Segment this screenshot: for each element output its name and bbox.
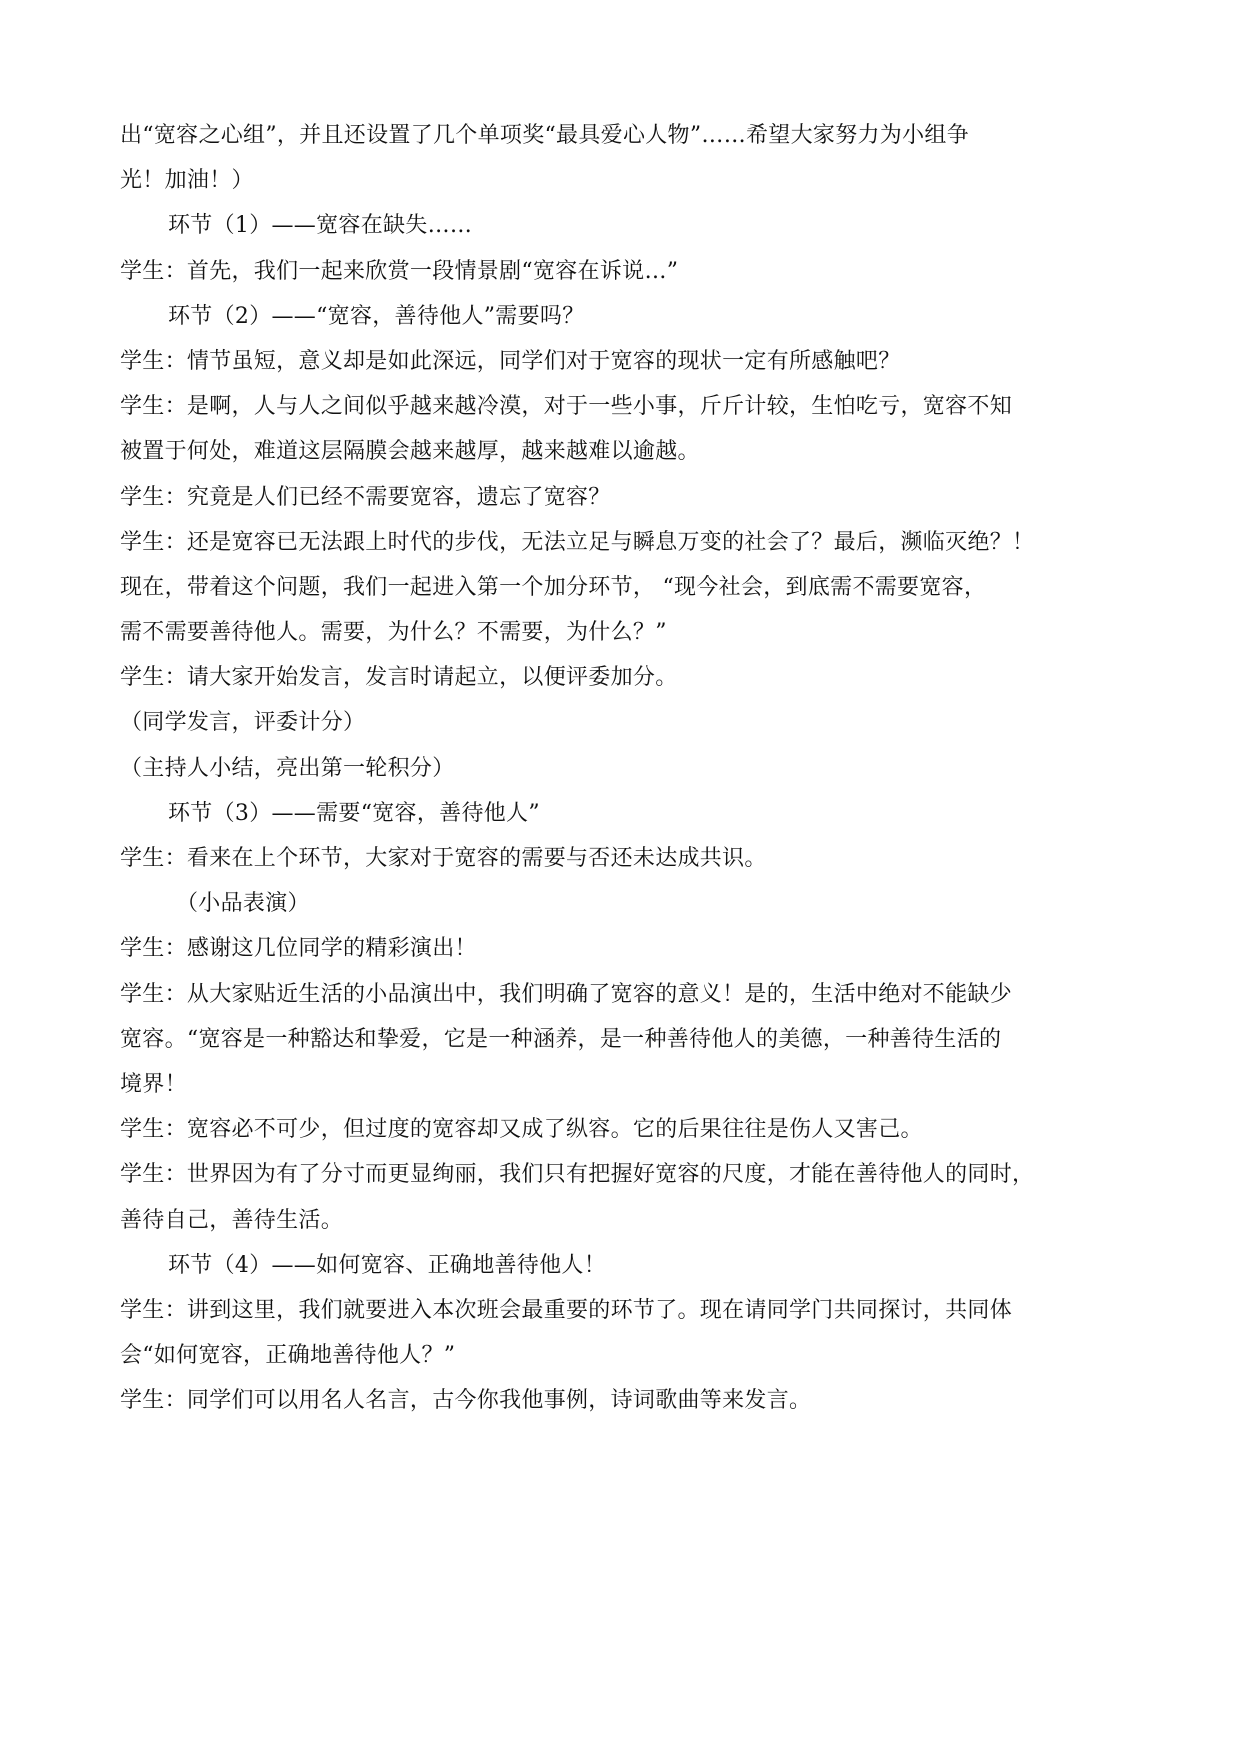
text-line-2: 光！加油！） (120, 168, 254, 194)
text-line-4: 学生：首先，我们一起来欣赏一段情景剧“宽容在诉说…” (120, 258, 679, 284)
section-heading-2: 环节（2）——“宽容，善待他人”需要吗？ (168, 303, 585, 329)
text-line-20: 学生：从大家贴近生活的小品演出中，我们明确了宽容的意义！是的，生活中绝对不能缺少 (120, 981, 1013, 1007)
text-line-24: 学生：世界因为有了分寸而更显绚丽，我们只有把握好宽容的尺度，才能在善待他人的同时， (120, 1162, 1035, 1188)
text-line-7: 学生：是啊，人与人之间似乎越来越冷漠，对于一些小事，斤斤计较，生怕吃亏，宽容不知 (120, 394, 1013, 420)
stage-direction: （小品表演） (176, 891, 310, 917)
section-heading-1: 环节（1）——宽容在缺失…… (168, 213, 473, 239)
text-line-11: 现在，带着这个问题，我们一起进入第一个加分环节， “现今社会，到底需不需要宽容， (120, 574, 987, 600)
text-line-14: （同学发言，评委计分） (120, 710, 366, 736)
text-line-23: 学生：宽容必不可少，但过度的宽容却又成了纵容。它的后果往往是伤人又害己。 (120, 1117, 923, 1143)
text-line-19: 学生：感谢这几位同学的精彩演出！ (120, 936, 477, 962)
text-line-12: 需不需要善待他人。需要，为什么？不需要，为什么？” (120, 620, 667, 646)
text-line-25: 善待自己，善待生活。 (120, 1207, 344, 1233)
text-line-8: 被置于何处，难道这层隔膜会越来越厚，越来越难以逾越。 (120, 439, 700, 465)
section-heading-3: 环节（3）——需要“宽容，善待他人” (168, 800, 540, 826)
text-line-21: 宽容。“宽容是一种豁达和挚爱，它是一种涵养，是一种善待他人的美德，一种善待生活的 (120, 1026, 1002, 1052)
text-line-15: （主持人小结，亮出第一轮积分） (120, 755, 455, 781)
text-line-28: 会“如何宽容，正确地善待他人？” (120, 1343, 456, 1369)
text-line-27: 学生：讲到这里，我们就要进入本次班会最重要的环节了。现在请同学门共同探讨，共同体 (120, 1297, 1013, 1323)
text-line-9: 学生：究竟是人们已经不需要宽容，遗忘了宽容？ (120, 484, 611, 510)
text-line-13: 学生：请大家开始发言，发言时请起立，以便评委加分。 (120, 665, 678, 691)
text-line-22: 境界！ (120, 1071, 187, 1097)
text-line-29: 学生：同学们可以用名人名言，古今你我他事例，诗词歌曲等来发言。 (120, 1388, 812, 1414)
section-heading-4: 环节（4）——如何宽容、正确地善待他人！ (168, 1252, 606, 1278)
text-line-10: 学生：还是宽容已无法跟上时代的步伐，无法立足与瞬息万变的社会了？最后，濒临灭绝？！ (120, 529, 1035, 555)
text-line-6: 学生：情节虽短，意义却是如此深远，同学们对于宽容的现状一定有所感触吧？ (120, 348, 901, 374)
text-line-17: 学生：看来在上个环节，大家对于宽容的需要与否还未达成共识。 (120, 846, 767, 871)
text-line-1: 出“宽容之心组”，并且还设置了几个单项奖“最具爱心人物”……希望大家努力为小组争 (120, 123, 969, 148)
